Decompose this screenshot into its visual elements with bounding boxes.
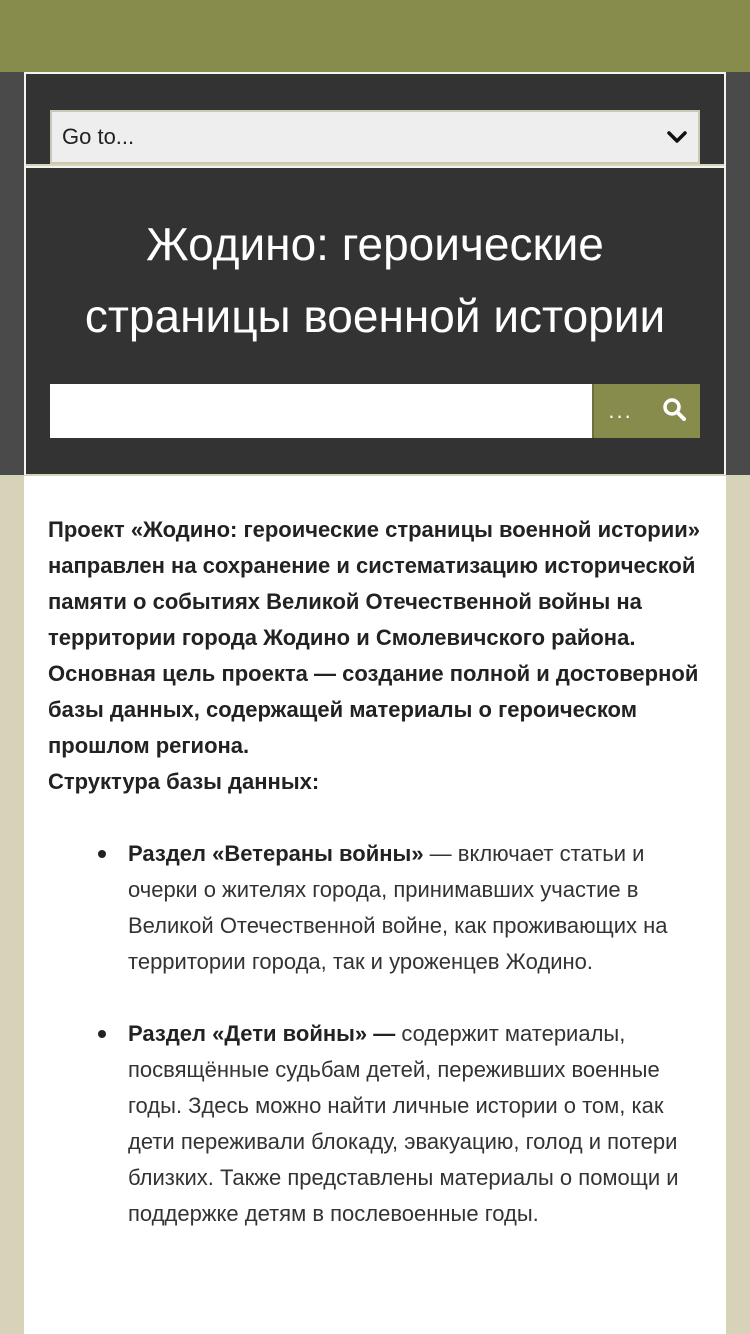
search-icon xyxy=(662,397,686,426)
section-title: Раздел «Дети войны» — xyxy=(128,1021,396,1046)
top-bar xyxy=(0,0,750,72)
sections-list xyxy=(48,836,702,1232)
bullet-icon xyxy=(98,850,106,858)
search-button[interactable] xyxy=(592,384,700,438)
site-title-line1: Жодино: героические xyxy=(146,218,604,270)
structure-label: Структура базы данных: xyxy=(48,769,320,794)
navigation-bar xyxy=(26,72,724,164)
search-form xyxy=(50,384,700,438)
site-title[interactable] xyxy=(14,208,736,352)
section-title: Раздел «Ветераны войны» xyxy=(128,841,424,866)
list-item xyxy=(128,836,702,980)
search-button-dots: ... xyxy=(608,398,633,423)
goto-dropdown-label: Go to... xyxy=(62,124,135,149)
chevron-down-icon xyxy=(666,126,688,148)
site-title-line2: страницы военной истории xyxy=(84,290,666,342)
site-header xyxy=(26,166,724,474)
bullet-icon xyxy=(98,1030,106,1038)
section-text: — включает статьи и очерки о жителях города, принимавших участие в Великой Отечественной войне, как проживающих на территории города, так и уроженцев Жодино. xyxy=(128,841,668,974)
main-content xyxy=(24,476,726,1334)
list-item xyxy=(128,1016,702,1232)
search-input[interactable] xyxy=(50,384,592,438)
section-text: содержит материалы, посвящённые судьбам детей, переживших военные годы. Здесь можно найти личные истории о том, как дети переживали блокаду, эвакуацию, голод и потери близких. Также представлены материалы о помощи и поддержке детям в послевоенные годы. xyxy=(128,1021,679,1226)
intro-paragraph-1: Проект «Жодино: героические страницы военной истории» направлен на сохранение и систематизацию исторической памяти о событиях Великой Отечественной войны на территории города Жодино и Смолевичского района. xyxy=(48,517,700,650)
goto-dropdown[interactable] xyxy=(50,110,700,164)
intro-paragraph-2: Основная цель проекта — создание полной и достоверной базы данных, содержащей материалы о героическом прошлом региона. xyxy=(48,661,699,758)
